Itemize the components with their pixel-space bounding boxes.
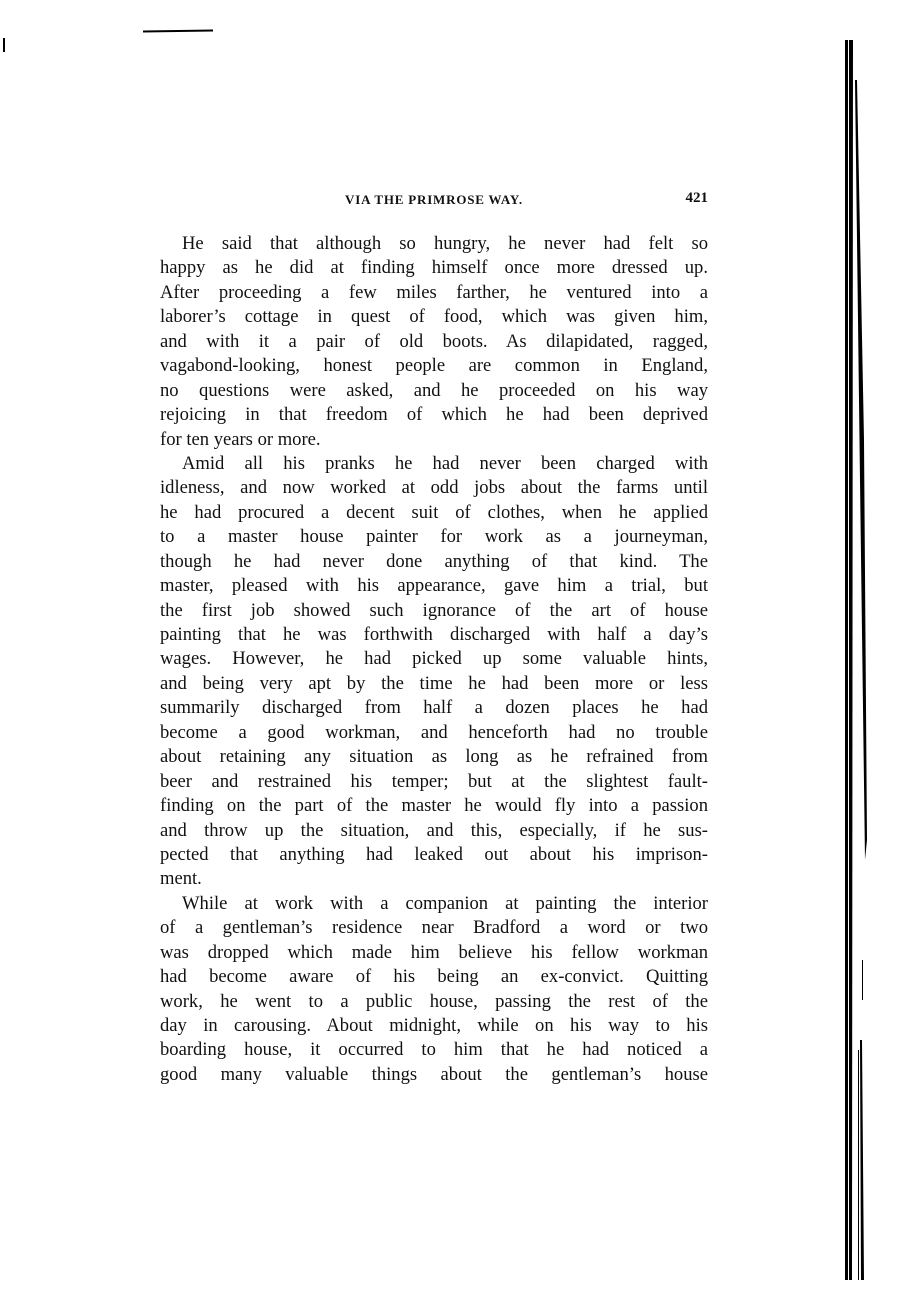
text-line: finding on the part of the master he would fly into a passion (160, 795, 708, 817)
text-line: ment. (160, 868, 202, 890)
text-line: was dropped which made him believe his fellow workman (160, 941, 708, 963)
text-line: painting that he was forthwith discharged with half a day’s (160, 624, 708, 645)
text-line: day in carousing. About midnight, while on his way to his (160, 1015, 708, 1036)
text-line: had become aware of his being an ex-convict. Quitting (160, 966, 708, 988)
text-line: to a master house painter for work as a journeyman, (160, 526, 708, 548)
text-line: work, he went to a public house, passing the rest of the (160, 990, 708, 1012)
text-line: happy as he did at finding himself once more dressed up. (160, 257, 708, 279)
scan-mark-top-left (3, 38, 5, 52)
running-head: VIA THE PRIMROSE WAY. (345, 192, 523, 207)
text-line: become a good workman, and henceforth had no trouble (160, 721, 708, 743)
text-line: no questions were asked, and he proceeded on his way (160, 379, 708, 401)
text-line: of a gentleman’s residence near Bradford a word or two (160, 917, 708, 939)
text-line: he had procured a decent suit of clothes, when he applied (160, 501, 708, 523)
text-line: pected that anything had leaked out about his imprison- (160, 843, 708, 865)
text-line: and with it a pair of old boots. As dilapidated, ragged, (160, 330, 708, 352)
body-text (160, 232, 708, 1087)
text-line: idleness, and now worked at odd jobs about the farms until (160, 477, 708, 499)
text-line: Amid all his pranks he had never been charged with (182, 452, 708, 474)
book-spine-gutter-shadow (840, 40, 880, 1280)
text-line: summarily discharged from half a dozen places he had (160, 697, 708, 719)
text-line: good many valuable things about the gentleman’s house (160, 1063, 708, 1085)
text-line: master, pleased with his appearance, gave him a trial, but (160, 575, 708, 597)
text-line: about retaining any situation as long as he refrained from (160, 746, 708, 768)
text-line: the first job showed such ignorance of the art of house (160, 599, 708, 621)
text-line: for ten years or more. (160, 428, 321, 450)
text-line: vagabond-looking, honest people are common in England, (160, 355, 708, 377)
text-line: though he had never done anything of that kind. The (160, 550, 708, 572)
paragraph (160, 452, 708, 892)
text-line: and throw up the situation, and this, especially, if he sus- (160, 819, 708, 841)
text-line: beer and restrained his temper; but at the slightest fault- (160, 770, 708, 792)
text-line: rejoicing in that freedom of which he had been deprived (160, 404, 708, 426)
scan-rule-top (143, 30, 213, 33)
paragraph (160, 232, 708, 452)
page-number: 421 (685, 190, 708, 206)
text-line: While at work with a companion at painting the interior (182, 892, 708, 914)
page-header (160, 190, 708, 212)
paragraph (160, 892, 708, 1088)
text-line: and being very apt by the time he had been more or less (160, 672, 708, 694)
text-line: After proceeding a few miles farther, he ventured into a (160, 281, 708, 303)
text-line: laborer’s cottage in quest of food, which was given him, (160, 306, 708, 328)
text-line: He said that although so hungry, he never had felt so (182, 233, 708, 254)
text-line: wages. However, he had picked up some valuable hints, (160, 648, 708, 670)
text-line: boarding house, it occurred to him that he had noticed a (160, 1039, 708, 1061)
